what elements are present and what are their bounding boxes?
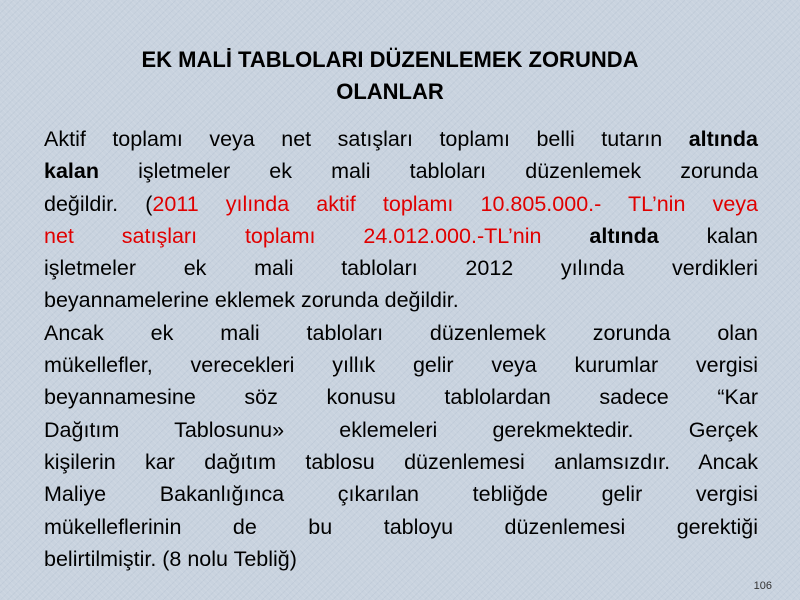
body-line: beyannamelerine eklemek zorunda değildir. <box>44 288 459 313</box>
slide-title <box>60 44 720 108</box>
body-text: değildir. ( <box>44 191 153 216</box>
body-line: mükellefler, verecekleri yıllık gelir veya kurumlar vergisi <box>44 353 758 378</box>
highlight-text: 2011 yılında aktif toplamı 10.805.000.- TL’nin veya <box>152 191 758 216</box>
body-line: Maliye Bakanlığınca çıkarılan tebliğde gelir vergisi <box>44 482 758 507</box>
slide-body <box>44 123 758 575</box>
bold-text: kalan <box>44 159 99 184</box>
body-line: mükelleflerinin de bu tabloyu düzenlemesi gerektiği <box>44 514 758 539</box>
body-line: Ancak ek mali tabloları düzenlemek zorunda olan <box>44 320 758 345</box>
bold-text: altında <box>688 127 758 151</box>
body-text <box>541 224 589 248</box>
page-number: 106 <box>753 580 772 592</box>
body-line <box>44 220 758 252</box>
body-line <box>44 155 758 187</box>
body-line: Dağıtım Tablosunu» eklemeleri gerekmektedir. Gerçek <box>44 417 758 442</box>
title-line-1: EK MALİ TABLOLARI DÜZENLEMEK ZORUNDA <box>141 47 639 72</box>
body-line: kişilerin kar dağıtım tablosu düzenlemesi anlamsızdır. Ancak <box>44 449 758 474</box>
body-text: işletmeler ek mali tabloları düzenlemek zorunda <box>98 159 758 184</box>
title-line-2: OLANLAR <box>336 79 444 104</box>
body-text: kalan <box>658 223 758 248</box>
highlight-text: net satışları toplamı 24.012.000.-TL’nin <box>44 223 542 248</box>
body-line: belirtilmiştir. (8 nolu Tebliğ) <box>44 546 297 571</box>
body-text: Aktif toplamı veya net satışları toplamı belli tutarın <box>44 127 689 151</box>
body-line <box>44 123 758 155</box>
body-line: işletmeler ek mali tabloları 2012 yılında verdikleri <box>44 256 758 281</box>
body-line <box>44 188 758 220</box>
body-line: beyannamesine söz konusu tablolardan sadece “Kar <box>44 385 758 410</box>
bold-text: altında <box>589 223 659 248</box>
